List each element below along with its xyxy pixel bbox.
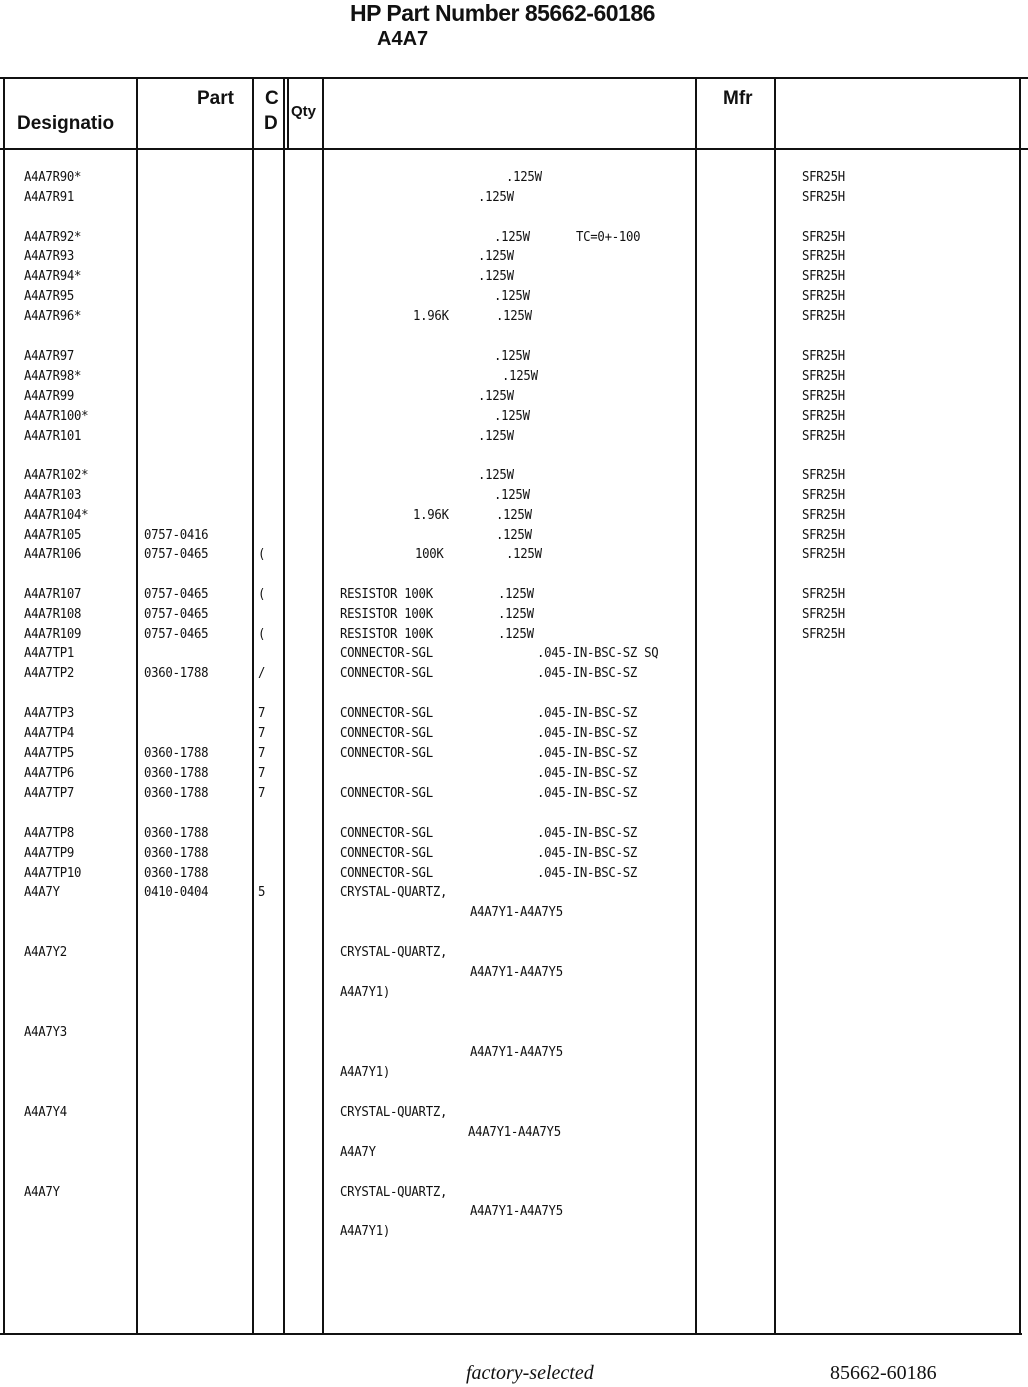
designation-cell: A4A7R102* [24,468,89,483]
footer-part-number: 85662-60186 [830,1362,937,1384]
designation-cell: A4A7R105 [24,528,82,543]
cd-cell: ( [258,587,266,602]
designation-cell: A4A7R109 [24,627,82,642]
spec-cell: .045-IN-BSC-SZ [537,666,637,681]
mfr-part-cell: SFR25H [802,607,845,622]
column-divider [136,77,138,1335]
mfr-part-cell: SFR25H [802,289,845,304]
column-divider [774,77,776,1335]
description-cell: RESISTOR 100K [340,607,433,622]
mfr-part-cell: SFR25H [802,468,845,483]
spec-cell: .045-IN-BSC-SZ [537,726,637,741]
description-cell: CRYSTAL-QUARTZ, [340,945,448,960]
spec-cell: .045-IN-BSC-SZ [537,706,637,721]
wattage-cell: A4A7Y1-A4A7Y5 [468,1125,561,1140]
wattage-cell: .125W [496,309,532,324]
column-header-qty: Qty [291,103,317,120]
wattage-cell: A4A7Y1-A4A7Y5 [470,1204,563,1219]
table-left-border [3,77,5,1335]
part-number-cell: 0360-1788 [144,826,209,841]
designation-cell: A4A7Y [24,1185,60,1200]
designation-cell: A4A7TP5 [24,746,74,761]
mfr-part-cell: SFR25H [802,508,845,523]
designation-cell: A4A7R108 [24,607,82,622]
part-number-cell: 0360-1788 [144,666,209,681]
designation-cell: A4A7TP9 [24,846,74,861]
designation-cell: A4A7Y4 [24,1105,67,1120]
description-cell: CONNECTOR-SGL [340,866,433,881]
mfr-part-cell: SFR25H [802,369,845,384]
description-cell: CRYSTAL-QUARTZ, [340,1185,448,1200]
description-cell: 100K [415,547,444,562]
designation-cell: A4A7TP8 [24,826,74,841]
wattage-cell: A4A7Y1-A4A7Y5 [470,1045,563,1060]
wattage-cell: A4A7Y1-A4A7Y5 [470,905,563,920]
mfr-part-cell: SFR25H [802,170,845,185]
cd-cell: 7 [258,766,266,781]
spec-cell: .045-IN-BSC-SZ [537,846,637,861]
designation-cell: A4A7R100* [24,409,89,424]
spec-cell: .045-IN-BSC-SZ [537,866,637,881]
description-cell: CONNECTOR-SGL [340,746,433,761]
description-cell: A4A7Y1) [340,985,390,1000]
wattage-cell: .125W [478,190,514,205]
cd-cell: ( [258,627,266,642]
wattage-cell: .125W [494,488,530,503]
page-title: HP Part Number 85662-60186 [350,0,655,26]
column-divider [322,77,324,1335]
designation-cell: A4A7R94* [24,269,82,284]
designation-cell: A4A7R91 [24,190,74,205]
mfr-part-cell: SFR25H [802,488,845,503]
wattage-cell: .125W [498,607,534,622]
wattage-cell: .125W [498,587,534,602]
part-number-cell: 0360-1788 [144,786,209,801]
description-cell: CONNECTOR-SGL [340,846,433,861]
part-number-cell: 0360-1788 [144,746,209,761]
wattage-cell: .125W [478,249,514,264]
spec-cell: .045-IN-BSC-SZ [537,786,637,801]
description-cell: CRYSTAL-QUARTZ, [340,1105,448,1120]
part-number-cell: 0757-0465 [144,587,209,602]
part-number-cell: 0757-0416 [144,528,209,543]
footer-note: factory-selected [466,1362,594,1384]
description-cell: CONNECTOR-SGL [340,666,433,681]
description-cell: CONNECTOR-SGL [340,706,433,721]
mfr-part-cell: SFR25H [802,587,845,602]
designation-cell: A4A7TP2 [24,666,74,681]
part-number-cell: 0757-0465 [144,607,209,622]
column-header-cd: C [265,88,279,109]
mfr-part-cell: SFR25H [802,389,845,404]
description-cell: A4A7Y1) [340,1224,390,1239]
column-header-part: Part [197,88,234,109]
description-cell: CONNECTOR-SGL [340,646,433,661]
description-cell: RESISTOR 100K [340,587,433,602]
designation-cell: A4A7TP4 [24,726,74,741]
designation-cell: A4A7R98* [24,369,82,384]
designation-cell: A4A7TP7 [24,786,74,801]
designation-cell: A4A7R95 [24,289,74,304]
description-cell: 1.96K [413,309,449,324]
wattage-cell: .125W [494,230,530,245]
wattage-cell: .125W [496,508,532,523]
part-number-cell: 0360-1788 [144,866,209,881]
designation-cell: A4A7R103 [24,488,82,503]
column-divider [287,77,289,149]
column-divider [695,77,697,1335]
mfr-part-cell: SFR25H [802,230,845,245]
spec-cell: .045-IN-BSC-SZ [537,746,637,761]
cd-cell: ( [258,547,266,562]
wattage-cell: .125W [478,468,514,483]
cd-cell: 5 [258,885,266,900]
mfr-part-cell: SFR25H [802,627,845,642]
designation-cell: A4A7R97 [24,349,74,364]
mfr-part-cell: SFR25H [802,409,845,424]
designation-cell: A4A7TP1 [24,646,74,661]
wattage-cell: .125W [506,547,542,562]
cd-cell: 7 [258,786,266,801]
designation-cell: A4A7R99 [24,389,74,404]
wattage-cell: .125W [494,349,530,364]
description-cell: CONNECTOR-SGL [340,726,433,741]
table-bottom-border [0,1333,1022,1335]
designation-cell: A4A7R104* [24,508,89,523]
table-right-border [1019,77,1021,1335]
wattage-cell: .125W [506,170,542,185]
spec-cell: .045-IN-BSC-SZ [537,826,637,841]
mfr-part-cell: SFR25H [802,547,845,562]
mfr-part-cell: SFR25H [802,429,845,444]
column-divider [252,77,254,1335]
designation-cell: A4A7TP6 [24,766,74,781]
description-cell: A4A7Y1) [340,1065,390,1080]
spec-cell: .045-IN-BSC-SZ [537,766,637,781]
mfr-part-cell: SFR25H [802,249,845,264]
description-cell: CRYSTAL-QUARTZ, [340,885,448,900]
description-cell: 1.96K [413,508,449,523]
part-number-cell: 0757-0465 [144,627,209,642]
designation-cell: A4A7R93 [24,249,74,264]
designation-cell: A4A7R101 [24,429,82,444]
designation-cell: A4A7Y [24,885,60,900]
description-cell: CONNECTOR-SGL [340,826,433,841]
wattage-cell: .125W [502,369,538,384]
designation-cell: A4A7R107 [24,587,82,602]
column-divider [283,77,285,1335]
description-cell: A4A7Y [340,1145,376,1160]
spec-cell: .045-IN-BSC-SZ SQ [537,646,659,661]
column-header-mfr: Mfr [723,88,753,109]
designation-cell: A4A7TP10 [24,866,82,881]
wattage-cell: .125W [498,627,534,642]
designation-cell: A4A7R92* [24,230,82,245]
assembly-subtitle: A4A7 [377,28,429,50]
mfr-part-cell: SFR25H [802,528,845,543]
designation-cell: A4A7Y2 [24,945,67,960]
wattage-cell: .125W [478,269,514,284]
part-number-cell: 0360-1788 [144,766,209,781]
mfr-part-cell: SFR25H [802,269,845,284]
part-number-cell: 0360-1788 [144,846,209,861]
wattage-cell: .125W [478,389,514,404]
designation-cell: A4A7Y3 [24,1025,67,1040]
wattage-cell: .125W [496,528,532,543]
designation-cell: A4A7TP3 [24,706,74,721]
cd-cell: / [258,666,266,681]
part-number-cell: 0410-0404 [144,885,209,900]
column-header-designation: Designatio [17,113,115,134]
cd-cell: 7 [258,746,266,761]
wattage-cell: .125W [494,289,530,304]
wattage-cell: .125W [494,409,530,424]
column-header-cd: D [264,113,278,134]
description-cell: RESISTOR 100K [340,627,433,642]
cd-cell: 7 [258,706,266,721]
mfr-part-cell: SFR25H [802,190,845,205]
part-number-cell: 0757-0465 [144,547,209,562]
wattage-cell: .125W [478,429,514,444]
designation-cell: A4A7R106 [24,547,82,562]
description-cell: CONNECTOR-SGL [340,786,433,801]
table-top-border [0,77,1028,79]
mfr-part-cell: SFR25H [802,349,845,364]
spec-cell: TC=0+-100 [576,230,641,245]
designation-cell: A4A7R96* [24,309,82,324]
header-bottom-rule [0,148,1028,150]
wattage-cell: A4A7Y1-A4A7Y5 [470,965,563,980]
cd-cell: 7 [258,726,266,741]
mfr-part-cell: SFR25H [802,309,845,324]
designation-cell: A4A7R90* [24,170,82,185]
